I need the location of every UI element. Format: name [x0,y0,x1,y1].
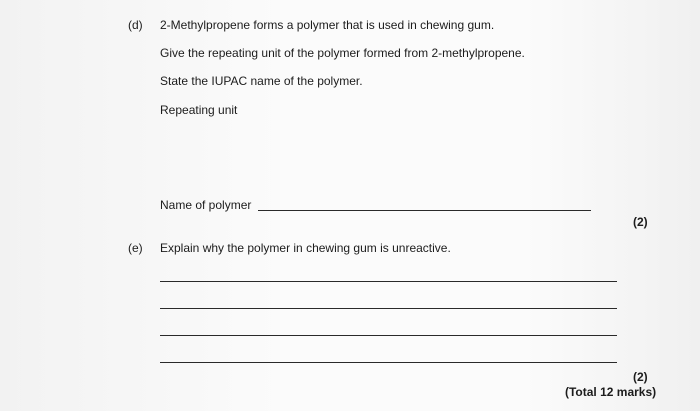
part-e-question: Explain why the polymer in chewing gum is unreactive. [160,241,451,255]
polymer-name-label: Name of polymer [160,198,252,212]
answer-line-1[interactable] [160,281,617,282]
total-marks: (Total 12 marks) [565,385,657,399]
repeating-unit-label: Repeating unit [160,103,238,117]
part-d-instruction-1: Give the repeating unit of the polymer formed from 2-methylpropene. [160,46,525,60]
answer-line-2[interactable] [160,308,617,309]
part-d-instruction-2: State the IUPAC name of the polymer. [160,74,363,88]
polymer-name-answer-line[interactable] [258,210,591,211]
part-e-label: (e) [128,241,143,255]
part-d-intro: 2-Methylpropene forms a polymer that is used in chewing gum. [160,18,495,32]
answer-line-3[interactable] [160,335,617,336]
part-d-label: (d) [128,18,143,32]
answer-line-4[interactable] [160,362,617,363]
part-e-marks: (2) [633,370,648,384]
part-d-marks: (2) [633,215,648,229]
